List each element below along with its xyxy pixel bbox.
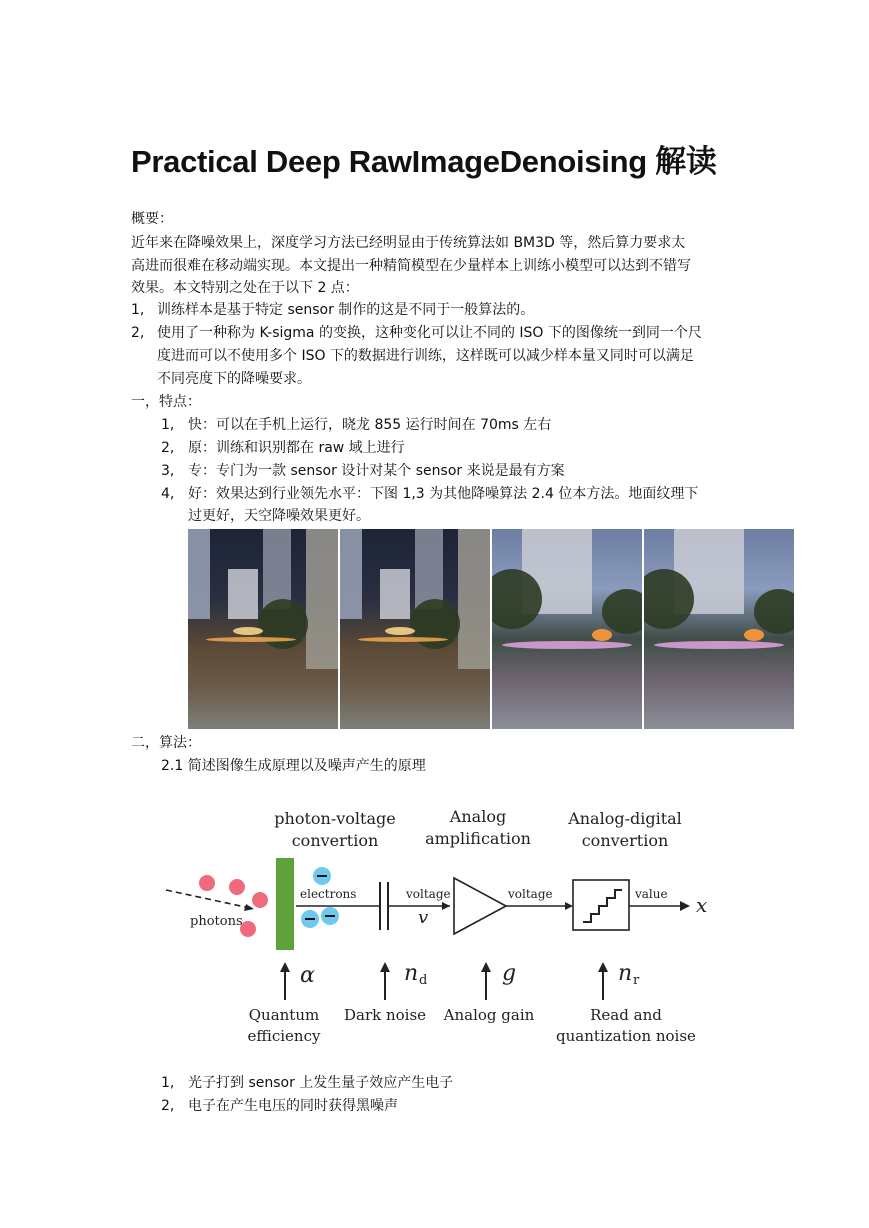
x-symbol: x — [696, 893, 708, 917]
comparison-photo-3 — [492, 529, 642, 729]
stage-adc-title-1: Analog-digital — [568, 809, 682, 828]
photon-dot — [199, 875, 215, 891]
photons-label: photons — [190, 914, 243, 929]
electrons-label: electrons — [300, 887, 357, 901]
algorithm-heading: 二，算法： — [131, 735, 201, 751]
stage-analog-title-2: amplification — [425, 829, 531, 848]
read-noise-label-2: quantization noise — [556, 1027, 696, 1045]
g-symbol: g — [502, 961, 517, 986]
feature-1-text: 快：可以在手机上运行，晓龙 855 运行时间在 70ms 左右 — [188, 417, 552, 433]
step-2-text: 电子在产生电压的同时获得黑噪声 — [188, 1098, 398, 1114]
feature-4-number: 4, — [161, 486, 175, 502]
stage-photon-voltage-title-2: convertion — [291, 831, 379, 850]
photon-dot — [252, 892, 268, 908]
photon-dot — [229, 879, 245, 895]
amplifier-triangle — [454, 878, 506, 934]
feature-3-number: 3, — [161, 463, 175, 479]
denoise-comparison-photos — [188, 529, 794, 729]
point-1-number: 1, — [131, 302, 145, 318]
overview-line-3: 效果。本文特别之处在于以下 2 点： — [131, 280, 359, 296]
comparison-photo-4 — [644, 529, 794, 729]
value-label: value — [635, 887, 668, 901]
quantum-label-1: Quantum — [248, 1006, 320, 1024]
voltage-label-1: voltage — [406, 887, 451, 901]
overview-line-2: 高进而很难在移动端实现。本文提出一种精简模型在少量样本上训练小模型可以达到不错写 — [131, 258, 691, 274]
feature-2-number: 2, — [161, 440, 175, 456]
feature-2-text: 原：训练和识别都在 raw 域上进行 — [188, 440, 405, 456]
overview-line-1: 近年来在降噪效果上，深度学习方法已经明显由于传统算法如 BM3D 等，然后算力要求太 — [131, 235, 686, 251]
point-2-text-3: 不同亮度下的降噪要求。 — [157, 371, 311, 387]
feature-4-text-2: 过更好，天空降噪效果更好。 — [188, 508, 370, 524]
feature-3-text: 专：专门为一款 sensor 设计对某个 sensor 来说是最有方案 — [188, 463, 565, 479]
step-2-number: 2, — [161, 1098, 175, 1114]
step-1-number: 1, — [161, 1075, 175, 1091]
stage-analog-title-1: Analog — [449, 807, 507, 826]
features-heading: 一，特点： — [131, 394, 201, 410]
point-1-text: 训练样本是基于特定 sensor 制作的这是不同于一般算法的。 — [157, 302, 535, 318]
feature-4-text-1: 好：效果达到行业领先水平：下图 1,3 为其他降噪算法 2.4 位本方法。地面纹理下 — [188, 486, 699, 502]
noise-model-diagram — [150, 800, 730, 1060]
photon-arrow-head — [244, 904, 254, 911]
nd-subscript: d — [419, 973, 428, 988]
analog-gain-label: Analog gain — [443, 1006, 535, 1024]
point-2-text-2: 度进而可以不使用多个 ISO 下的数据进行训练，这样既可以减少样本量又同时可以满足 — [157, 348, 694, 364]
comparison-photo-2 — [340, 529, 490, 729]
sensor-bar — [276, 858, 294, 950]
comparison-photo-1 — [188, 529, 338, 729]
alpha-symbol: α — [300, 963, 315, 988]
nd-symbol: n — [404, 961, 419, 986]
quantum-label-2: efficiency — [247, 1027, 321, 1045]
step-1-text: 光子打到 sensor 上发生量子效应产生电子 — [188, 1075, 454, 1091]
overview-label: 概要： — [131, 211, 173, 227]
point-2-number: 2, — [131, 325, 145, 341]
stage-photon-voltage-title-1: photon-voltage — [274, 809, 396, 828]
dark-noise-label: Dark noise — [343, 1006, 427, 1024]
nr-subscript: r — [633, 973, 640, 988]
read-noise-label-1: Read and — [590, 1006, 662, 1024]
point-2-text-1: 使用了一种称为 K-sigma 的变换，这种变化可以让不同的 ISO 下的图像统一到同一个尺 — [157, 325, 702, 341]
nr-symbol: n — [618, 961, 633, 986]
v-symbol: v — [418, 907, 429, 928]
algorithm-subheading: 2.1 简述图像生成原理以及噪声产生的原理 — [161, 758, 426, 774]
voltage-label-2: voltage — [508, 887, 553, 901]
feature-1-number: 1, — [161, 417, 175, 433]
document-title: Practical Deep RawImageDenoising 解读 — [131, 144, 717, 179]
stage-adc-title-2: convertion — [581, 831, 669, 850]
